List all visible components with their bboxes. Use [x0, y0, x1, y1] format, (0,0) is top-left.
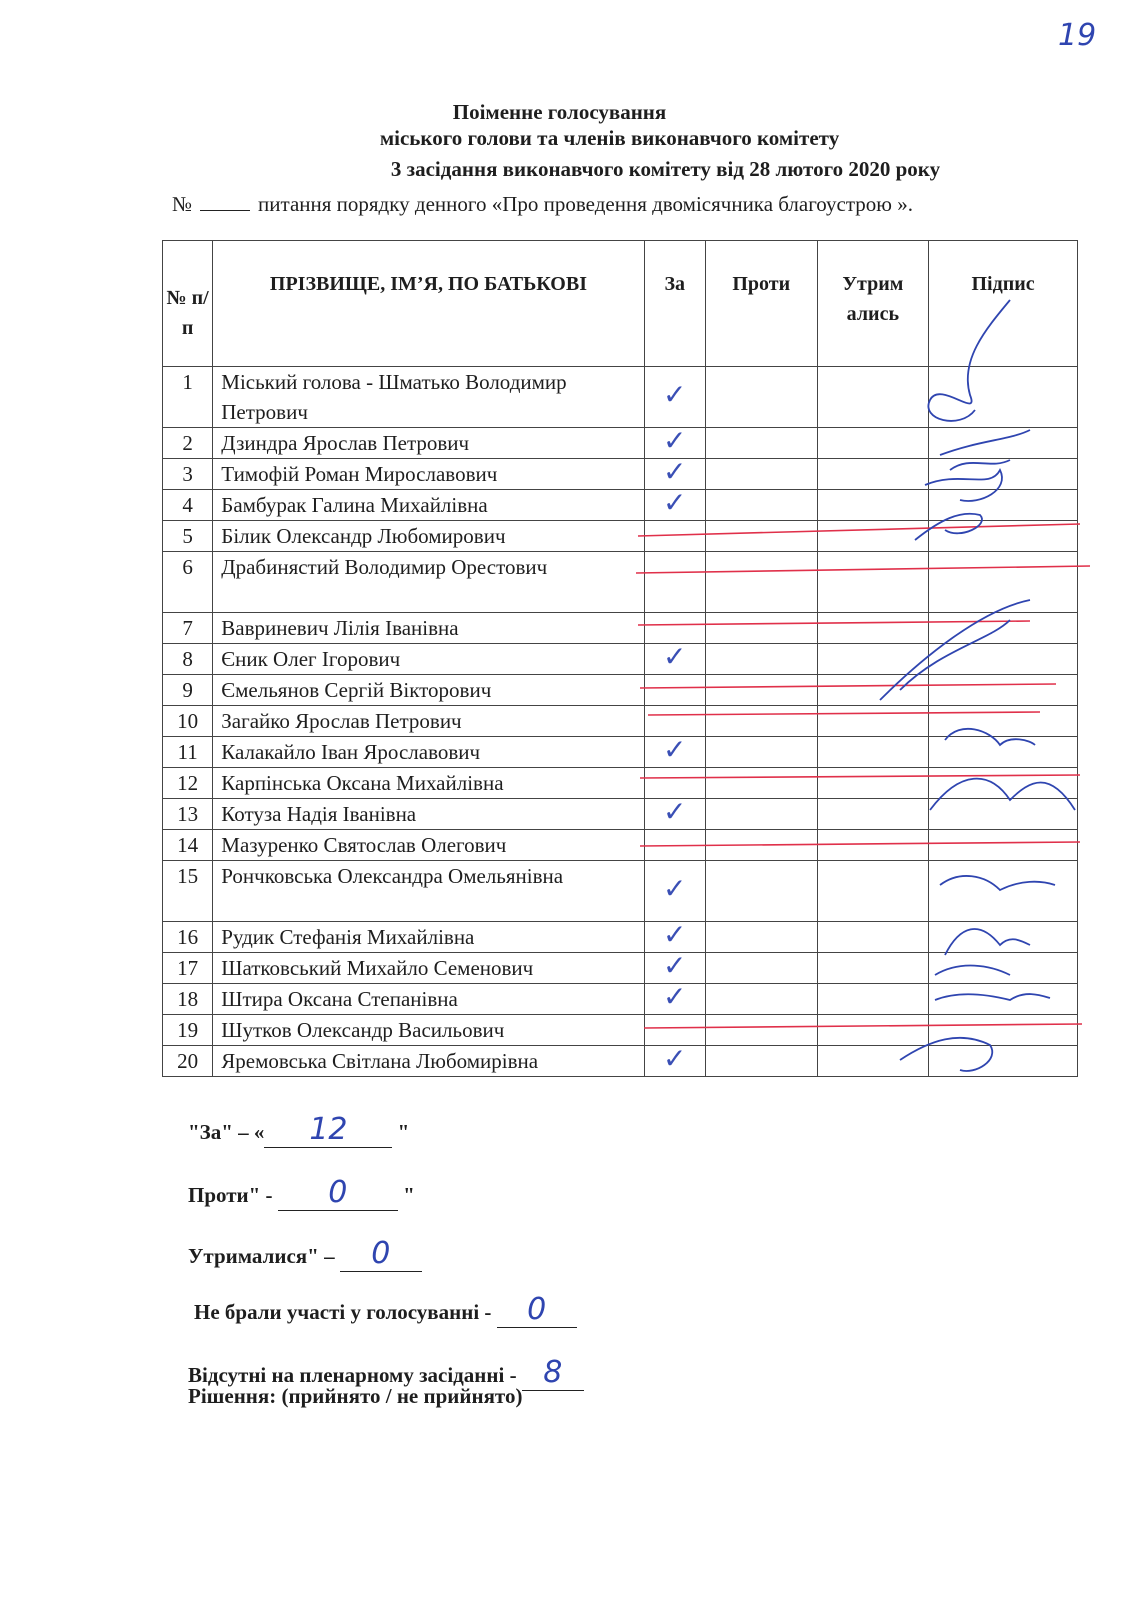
summary-against-close: " [403, 1183, 415, 1207]
meeting-line: 3 засідання виконавчого комітету від 28 лютого 2020 року [390, 157, 941, 181]
question-prefix: № [172, 192, 193, 216]
vote-table [162, 240, 1078, 1077]
vote-abstained-cell [817, 984, 929, 1015]
vote-abstained-cell [817, 459, 929, 490]
vote-against-cell [705, 799, 817, 830]
member-name: Дзиндра Ярослав Петрович [213, 428, 644, 459]
vote-abstained-cell [817, 428, 929, 459]
signature-cell [929, 428, 1078, 459]
table-row [163, 799, 1078, 830]
row-number: 1 [163, 367, 213, 428]
row-number: 6 [163, 552, 213, 613]
member-name: Шатковський Михайло Семенович [213, 953, 644, 984]
vote-abstained-cell [817, 490, 929, 521]
row-number: 19 [163, 1015, 213, 1046]
header-against: Проти [705, 241, 817, 367]
vote-against-cell [705, 830, 817, 861]
summary-against-label: Проти" - [188, 1183, 273, 1207]
table-row [163, 1015, 1078, 1046]
vote-against-cell [705, 675, 817, 706]
row-number: 20 [163, 1046, 213, 1077]
signature-cell [929, 737, 1078, 768]
row-number: 3 [163, 459, 213, 490]
vote-against-cell [705, 984, 817, 1015]
vote-yes-cell [644, 552, 705, 613]
row-number: 10 [163, 706, 213, 737]
agenda-question [172, 189, 1052, 219]
signature-cell [929, 521, 1078, 552]
summary-against [188, 1175, 415, 1211]
header-signature: Підпис [929, 241, 1078, 367]
member-name: Загайко Ярослав Петрович [213, 706, 644, 737]
vote-against-cell [705, 1046, 817, 1077]
table-row [163, 922, 1078, 953]
decision-line: Рішення: (прийнято / не прийнято) [188, 1384, 523, 1408]
table-row [163, 830, 1078, 861]
vote-abstained-cell [817, 675, 929, 706]
vote-against-cell [705, 428, 817, 459]
row-number: 12 [163, 768, 213, 799]
table-row [163, 521, 1078, 552]
vote-abstained-cell [817, 922, 929, 953]
summary-not-voted-value: 0 [497, 1292, 577, 1328]
table-row [163, 768, 1078, 799]
member-name: Яремовська Світлана Любомирівна [213, 1046, 644, 1077]
row-number: 9 [163, 675, 213, 706]
summary-yes-label: "За" – « [188, 1120, 265, 1144]
summary-against-value: 0 [278, 1175, 398, 1211]
vote-abstained-cell [817, 737, 929, 768]
row-number: 17 [163, 953, 213, 984]
doc-title: Поіменне голосування [452, 100, 667, 124]
signature-cell [929, 861, 1078, 922]
signature-cell [929, 490, 1078, 521]
signature-cell [929, 459, 1078, 490]
check-mark-icon: ✓ [663, 948, 687, 982]
vote-against-cell [705, 861, 817, 922]
signature-cell [929, 675, 1078, 706]
vote-abstained-cell [817, 830, 929, 861]
vote-yes-cell [644, 1041, 705, 1077]
vote-against-cell [705, 552, 817, 613]
vote-abstained-cell [817, 706, 929, 737]
check-mark-icon: ✓ [663, 794, 687, 828]
member-name: Єник Олег Ігорович [213, 644, 644, 675]
check-mark-icon: ✓ [663, 979, 687, 1013]
vote-abstained-cell [817, 1015, 929, 1046]
row-number: 8 [163, 644, 213, 675]
signature-cell [929, 984, 1078, 1015]
vote-abstained-cell [817, 953, 929, 984]
vote-against-cell [705, 953, 817, 984]
member-name: Котуза Надія Іванівна [213, 799, 644, 830]
row-number: 14 [163, 830, 213, 861]
member-name: Вавриневич Лілія Іванівна [213, 613, 644, 644]
vote-yes-cell [644, 521, 705, 552]
check-mark-icon: ✓ [663, 423, 687, 457]
vote-abstained-cell [817, 768, 929, 799]
signature-cell [929, 768, 1078, 799]
vote-against-cell [705, 521, 817, 552]
table-row [163, 737, 1078, 768]
vote-abstained-cell [817, 613, 929, 644]
vote-yes-cell [644, 794, 705, 830]
signature-cell [929, 922, 1078, 953]
header-yes: За [644, 241, 705, 367]
check-mark-icon: ✓ [663, 917, 687, 951]
member-name: Карпінська Оксана Михайлівна [213, 768, 644, 799]
table-row [163, 984, 1078, 1015]
page-number: 19 [1058, 18, 1097, 53]
vote-yes-cell [644, 979, 705, 1015]
table-row [163, 428, 1078, 459]
vote-abstained-cell [817, 367, 929, 428]
row-number: 2 [163, 428, 213, 459]
row-number: 4 [163, 490, 213, 521]
vote-against-cell [705, 613, 817, 644]
signature-cell [929, 613, 1078, 644]
vote-against-cell [705, 737, 817, 768]
row-number: 18 [163, 984, 213, 1015]
member-name: Рудик Стефанія Михайлівна [213, 922, 644, 953]
vote-abstained-cell [817, 799, 929, 830]
signature-cell [929, 367, 1078, 428]
signature-cell [929, 644, 1078, 675]
summary-abstained-label: Утрималися" – [188, 1244, 335, 1268]
vote-against-cell [705, 1015, 817, 1046]
vote-against-cell [705, 768, 817, 799]
vote-against-cell [705, 644, 817, 675]
row-number: 15 [163, 861, 213, 922]
table-row [163, 367, 1078, 428]
check-mark-icon: ✓ [663, 732, 687, 766]
vote-abstained-cell [817, 1046, 929, 1077]
header-num: № п/ п [163, 241, 213, 367]
check-mark-icon: ✓ [663, 454, 687, 488]
member-name: Білик Олександр Любомирович [213, 521, 644, 552]
summary-absent-value: 8 [522, 1355, 584, 1391]
header-abstained: Утрим ались [817, 241, 929, 367]
question-text: питання порядку денного «Про проведення двомісячника благоустрою ». [258, 192, 913, 216]
member-name: Мазуренко Святослав Олегович [213, 830, 644, 861]
member-name: Калакайло Іван Ярославович [213, 737, 644, 768]
vote-yes-cell [644, 861, 705, 922]
table-row [163, 706, 1078, 737]
member-name: Шутков Олександр Васильович [213, 1015, 644, 1046]
vote-abstained-cell [817, 552, 929, 613]
summary-yes-close: " [397, 1120, 410, 1144]
signature-cell [929, 1015, 1078, 1046]
member-name: Тимофій Роман Мирославович [213, 459, 644, 490]
check-mark-icon: ✓ [663, 871, 687, 905]
table-row [163, 675, 1078, 706]
vote-yes-cell [644, 485, 705, 521]
vote-abstained-cell [817, 521, 929, 552]
table-row [163, 644, 1078, 675]
vote-yes-cell [644, 367, 705, 428]
member-name: Ємельянов Сергій Вікторович [213, 675, 644, 706]
table-row [163, 490, 1078, 521]
header-name: ПРІЗВИЩЕ, ІМ’Я, ПО БАТЬКОВІ [213, 241, 644, 367]
signature-cell [929, 706, 1078, 737]
member-name: Бамбурак Галина Михайлівна [213, 490, 644, 521]
signature-cell [929, 1046, 1078, 1077]
table-row [163, 613, 1078, 644]
summary-absent-label: Відсутні на пленарному засіданні - [188, 1363, 517, 1387]
row-number: 7 [163, 613, 213, 644]
table-row [163, 552, 1078, 613]
summary-abstained [188, 1236, 422, 1272]
summary-abstained-value: 0 [340, 1236, 422, 1272]
table-row [163, 861, 1078, 922]
vote-against-cell [705, 367, 817, 428]
table-row [163, 1046, 1078, 1077]
vote-yes-cell [644, 732, 705, 768]
summary-yes-value: 12 [264, 1112, 392, 1148]
table-row [163, 459, 1078, 490]
question-number-blank [200, 192, 250, 211]
vote-yes-cell [644, 675, 705, 706]
vote-against-cell [705, 922, 817, 953]
check-mark-icon: ✓ [663, 485, 687, 519]
vote-against-cell [705, 459, 817, 490]
member-name: Міський голова - Шматько Володимир Петрович [213, 367, 644, 428]
summary-yes [188, 1112, 409, 1148]
check-mark-icon: ✓ [663, 1041, 687, 1075]
summary-not-voted-label: Не брали участі у голосуванні - [194, 1300, 492, 1324]
vote-abstained-cell [817, 644, 929, 675]
signature-cell [929, 799, 1078, 830]
summary-not-voted [194, 1292, 577, 1328]
doc-subtitle: міського голови та членів виконавчого комітету [379, 126, 840, 150]
check-mark-icon: ✓ [663, 639, 687, 673]
vote-against-cell [705, 490, 817, 521]
vote-yes-cell [644, 830, 705, 861]
row-number: 11 [163, 737, 213, 768]
signature-cell [929, 953, 1078, 984]
vote-against-cell [705, 706, 817, 737]
row-number: 5 [163, 521, 213, 552]
check-mark-icon: ✓ [663, 377, 687, 411]
signature-cell [929, 830, 1078, 861]
row-number: 13 [163, 799, 213, 830]
member-name: Штира Оксана Степанівна [213, 984, 644, 1015]
row-number: 16 [163, 922, 213, 953]
table-row [163, 953, 1078, 984]
member-name: Драбинястий Володимир Орестович [213, 552, 644, 613]
member-name: Рончковська Олександра Омельянівна [213, 861, 644, 922]
signature-cell [929, 552, 1078, 613]
vote-abstained-cell [817, 861, 929, 922]
vote-yes-cell [644, 639, 705, 675]
